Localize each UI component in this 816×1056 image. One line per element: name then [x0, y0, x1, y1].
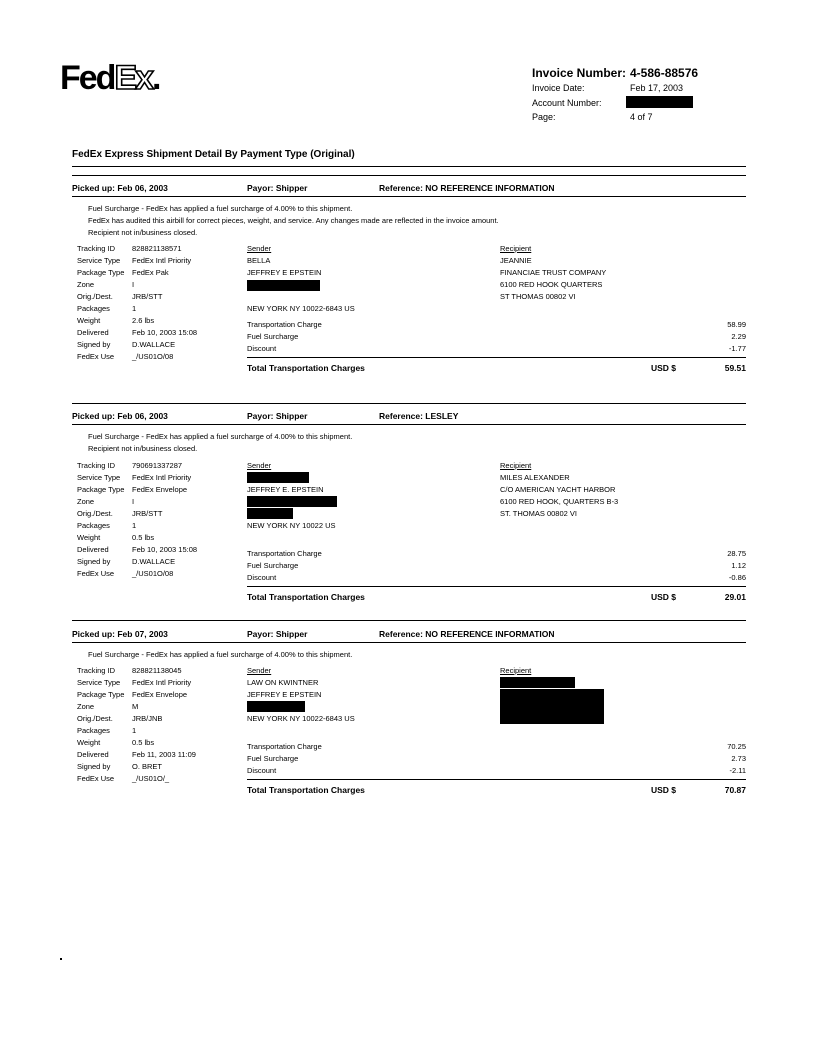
divider	[72, 424, 746, 425]
invoice-number: Invoice Number: 4-586-88576	[532, 66, 699, 80]
picked-up-date: Picked up: Feb 07, 2003	[72, 629, 168, 639]
charge-values: 28.75 1.12 -0.86	[727, 549, 746, 582]
invoice-date: Invoice Date: Feb 17, 2003	[532, 83, 684, 93]
charge-values: 70.25 2.73 -2.11	[727, 742, 746, 775]
currency: USD $	[651, 363, 677, 373]
note: Fuel Surcharge - FedEx has applied a fuel surcharge of 4.00% to this shipment.	[88, 650, 353, 659]
currency: USD $	[651, 785, 677, 795]
reference: Reference: LESLEY	[379, 411, 459, 421]
note: Recipient not in/business closed.	[88, 228, 198, 237]
fedex-logo: FedEx.	[60, 59, 160, 97]
redaction	[500, 677, 575, 688]
payor: Payor: Shipper	[247, 629, 308, 639]
sender-block: Sender JEFFREY E. EPSTEIN NEW YORK NY 10022 US	[247, 461, 336, 530]
divider	[247, 357, 746, 358]
shipment-fields: Tracking ID 790691337287 Service Type FedEx Intl Priority Package Type FedEx Envelope Zone I Orig./Dest. JRB/STT Packages 1 Weight 0.5 lbs Delivered Feb 10, 2003 15:08 Signed by D.WALLACE FedEx Use _/US01O/08	[77, 461, 198, 578]
sender-block: Sender BELLA JEFFREY E EPSTEIN NEW YORK NY 10022-6843 US	[247, 244, 355, 313]
recipient-block: Recipient JEANNIE FINANCIAE TRUST COMPANY 6100 RED HOOK QUARTERS ST THOMAS 00802 VI	[500, 244, 607, 301]
redaction	[247, 496, 337, 507]
charge-labels: Transportation Charge Fuel Surcharge Discount	[247, 549, 322, 582]
divider	[72, 642, 746, 643]
reference: Reference: NO REFERENCE INFORMATION	[379, 183, 555, 193]
note: Fuel Surcharge - FedEx has applied a fuel surcharge of 4.00% to this shipment.	[88, 204, 353, 213]
divider	[72, 403, 746, 404]
total-label: Total Transportation Charges	[247, 592, 365, 602]
divider	[247, 779, 746, 780]
total-label: Total Transportation Charges	[247, 363, 365, 373]
note: FedEx has audited this airbill for correct pieces, weight, and service. Any changes made are reflected in the invoice amount.	[88, 216, 499, 225]
account-number: Account Number:	[532, 98, 602, 108]
reference: Reference: NO REFERENCE INFORMATION	[379, 629, 555, 639]
recipient-block: Recipient	[500, 666, 532, 675]
charge-labels: Transportation Charge Fuel Surcharge Discount	[247, 320, 322, 353]
divider	[247, 586, 746, 587]
total-amount: 59.51	[724, 363, 746, 373]
recipient-block: Recipient MILES ALEXANDER C/O AMERICAN YACHT HARBOR 6100 RED HOOK, QUARTERS B-3 ST. THOMAS 00802 VI	[500, 461, 619, 518]
shipment-fields: Tracking ID 828821138045 Service Type FedEx Intl Priority Package Type FedEx Envelope Zone M Orig./Dest. JRB/JNB Packages 1 Weight 0.5 lbs Delivered Feb 11, 2003 11:09 Signed by O. BRET FedEx Use _/US01O/_	[77, 666, 196, 783]
stray-dot	[60, 958, 62, 960]
page-title: FedEx Express Shipment Detail By Payment Type (Original)	[72, 149, 355, 160]
divider	[72, 175, 746, 176]
redaction	[626, 96, 693, 108]
payor: Payor: Shipper	[247, 411, 308, 421]
charge-labels: Transportation Charge Fuel Surcharge Discount	[247, 742, 322, 775]
currency: USD $	[651, 592, 677, 602]
divider	[72, 620, 746, 621]
redaction	[247, 701, 305, 712]
picked-up-date: Picked up: Feb 06, 2003	[72, 411, 168, 421]
shipment-fields: Tracking ID 828821138571 Service Type FedEx Intl Priority Package Type FedEx Pak Zone I Orig./Dest. JRB/STT Packages 1 Weight 2.6 lbs Delivered Feb 10, 2003 15:08 Signed by D.WALLACE FedEx Use _/US01O/08	[77, 244, 198, 361]
divider	[72, 166, 746, 167]
payor: Payor: Shipper	[247, 183, 308, 193]
page-number: Page: 4 of 7	[532, 112, 653, 122]
divider	[72, 196, 746, 197]
redaction	[247, 508, 293, 519]
sender-block: Sender LAW ON KWINTNER JEFFREY E EPSTEIN NEW YORK NY 10022-6843 US	[247, 666, 355, 723]
charge-values: 58.99 2.29 -1.77	[727, 320, 746, 353]
picked-up-date: Picked up: Feb 06, 2003	[72, 183, 168, 193]
redaction	[500, 689, 604, 724]
redaction	[247, 472, 309, 483]
total-label: Total Transportation Charges	[247, 785, 365, 795]
note: Recipient not in/business closed.	[88, 444, 198, 453]
total-amount: 70.87	[724, 785, 746, 795]
note: Fuel Surcharge - FedEx has applied a fuel surcharge of 4.00% to this shipment.	[88, 432, 353, 441]
redaction	[247, 280, 320, 291]
total-amount: 29.01	[724, 592, 746, 602]
